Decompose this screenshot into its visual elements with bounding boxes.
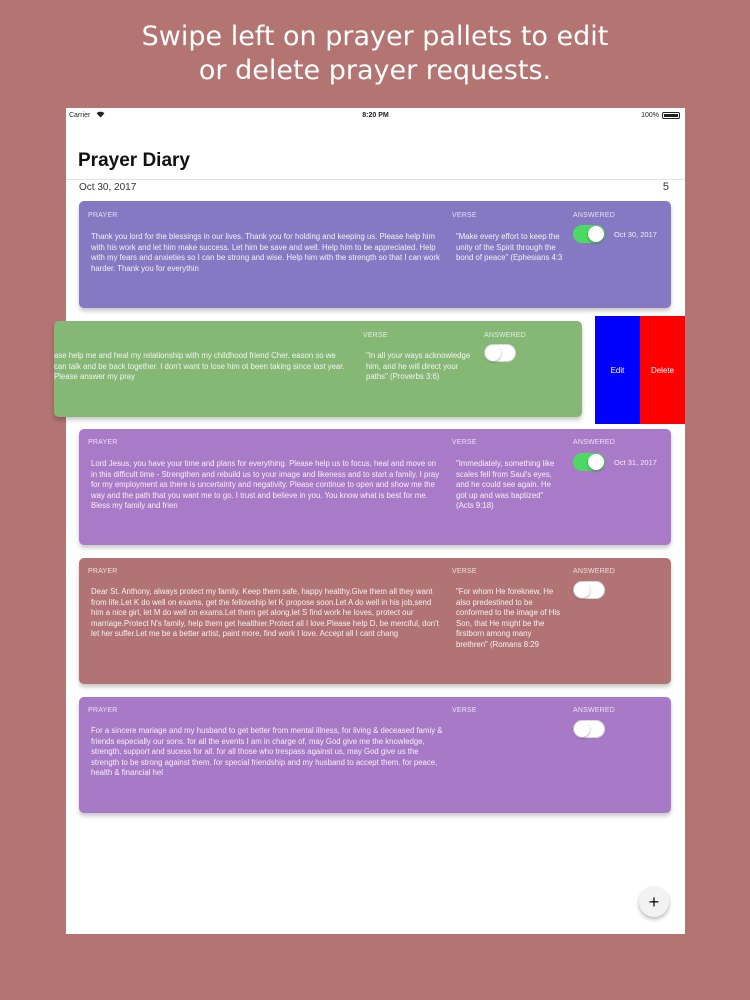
toggle-knob — [574, 721, 590, 737]
verse-text: "Immediately, something like scales fell from Saul's eyes, and he could see again. He got up and was baptized" (Acts 9:18) — [456, 459, 555, 511]
verse-label: VERSE — [452, 707, 477, 714]
promo-caption — [0, 20, 750, 88]
prayer-text: ase help me and heal my relationship with my childhood friend Cher. eason so we can talk and be back together. I don't want to lose him ot been taking since last year. Please answer my pray — [54, 351, 345, 382]
plus-icon: + — [648, 892, 660, 912]
prayer-card[interactable] — [79, 697, 671, 813]
prayer-card[interactable] — [79, 201, 671, 308]
answered-label: ANSWERED — [573, 212, 616, 219]
answered-date: Oct 30, 2017 — [614, 230, 657, 239]
promo-line-1: Swipe left on prayer pallets to edit — [141, 21, 609, 52]
promo-line-2: or delete prayer requests. — [198, 55, 552, 86]
verse-text: "In all your ways acknowledge him, and he will direct your paths" (Proverbs 3:6) — [366, 351, 471, 382]
app-screen — [54, 108, 685, 934]
verse-text: "For whom He foreknew, He also predestined to be conformed to the image of His Son, that He might be the firstborn among many brethren" (Romans 8:29 — [456, 587, 561, 649]
prayer-card[interactable] — [79, 558, 671, 684]
answered-toggle[interactable] — [573, 581, 605, 599]
answered-date: Oct 31, 2017 — [614, 458, 657, 467]
prayer-label: PRAYER — [88, 212, 118, 219]
toggle-knob — [574, 582, 590, 598]
verse-label: VERSE — [452, 568, 477, 575]
prayer-text: Thank you lord for the blessings in our lives. Thank you for holding and keeping us. Please help him with his work and let him make success. Let him be save and well. Help him to be appreciated. Help with my fears and anxieties so I can be strong and wise. Help him with the strength so that I can work harder. Thank you for everythin — [91, 232, 440, 273]
answered-label: ANSWERED — [573, 439, 616, 446]
toggle-knob — [588, 454, 604, 470]
prayer-text: For a sincere mariage and my husband to get better from mental illness, for living & deceased famiy & friends especially our sons. for all the events I am in charge of, may God give me the knowledge, strength, support and sucess for all. for all those who trespass against us, may God give us the strength to be strong against them. for special friendship and my husband to accept them. for peace, health & financial hel — [91, 726, 443, 778]
carrier-label: Carrier — [69, 112, 91, 119]
verse-label: VERSE — [363, 332, 388, 339]
answered-toggle[interactable] — [573, 225, 605, 243]
answered-toggle[interactable] — [573, 453, 605, 471]
verse-text: "Make every effort to keep the unity of the Spirit through the bond of peace" (Ephesians 4:3 — [456, 232, 563, 263]
delete-button[interactable]: Delete — [640, 316, 685, 424]
battery-icon — [662, 112, 680, 119]
answered-label: ANSWERED — [573, 707, 616, 714]
edit-button[interactable]: Edit — [595, 316, 640, 424]
header-divider — [66, 179, 685, 180]
prayer-count: 5 — [662, 181, 669, 193]
answered-label: ANSWERED — [573, 568, 616, 575]
prayer-label: PRAYER — [88, 707, 118, 714]
toggle-knob — [485, 345, 501, 361]
answered-toggle[interactable] — [573, 720, 605, 738]
answered-label: ANSWERED — [484, 332, 527, 339]
verse-label: VERSE — [452, 439, 477, 446]
verse-label: VERSE — [452, 212, 477, 219]
prayer-label: PRAYER — [88, 439, 118, 446]
status-time: 8:20 PM — [362, 112, 389, 119]
prayer-label: PRAYER — [88, 568, 118, 575]
toggle-knob — [588, 226, 604, 242]
page-title: Prayer Diary — [78, 150, 190, 171]
current-date: Oct 30, 2017 — [79, 182, 137, 193]
prayer-card-swiped[interactable] — [54, 321, 582, 417]
prayer-card[interactable] — [79, 429, 671, 545]
answered-toggle[interactable] — [484, 344, 516, 362]
prayer-text: Dear St. Anthony, always protect my family. Keep them safe, happy healthy.Give them all they want from life.Let K do well on exams, get the fellowship let K propose soon.Let A do well in his job,send him a nice girl, let M do well on exams.Let them get along,let S find work he loves, protect our marriage.Protect N's family, help them get healthier.Protect all I love.Please help D, be merciful, don't let her suffer.Let me be a better artist, paint more, find work I love. Accept all I cant chang — [91, 587, 439, 639]
status-bar — [66, 108, 685, 124]
battery-percent: 100% — [641, 112, 659, 119]
add-prayer-button[interactable] — [639, 887, 669, 917]
prayer-text: Lord Jesus, you have your time and plans for everything. Please help us to focus, heal and move on in this difficult time - Strengthen and rebuild us to your image and likeness and to start a family. I pray for my employment as there is uncertainty and negativity. Please continue to open and show me the way and the path that you want me to go. I trust and believe in you. You know what is best for me. Bless my family and frien — [91, 459, 440, 511]
